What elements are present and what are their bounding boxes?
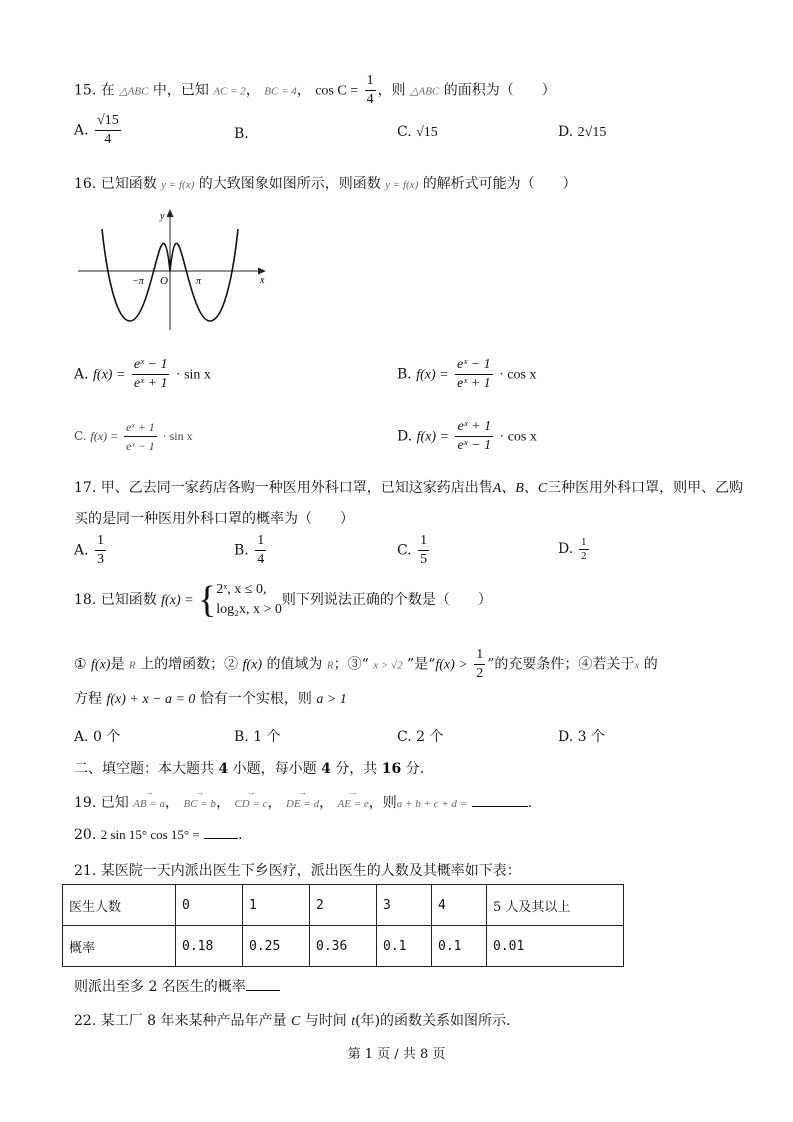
q17-text-1b: 三种医用外科口罩，则甲、乙购 — [547, 480, 744, 496]
q17-option-c[interactable] — [397, 532, 431, 569]
q18-statements-line-1 — [74, 646, 658, 683]
q15-option-a-den: 4 — [104, 132, 112, 147]
q18-s4-equation: f(x) + x − a = 0 — [106, 692, 196, 707]
table-cell: 医生人数 — [63, 885, 176, 926]
q18-s4-line2b: 恰有一个实根，则 — [199, 691, 312, 707]
q17-option-d-label: D. — [558, 541, 574, 557]
table-row — [63, 926, 624, 967]
q22-stem — [74, 1010, 511, 1030]
q18-s2-text: 的值域为 — [266, 656, 323, 673]
q17-option-c-label: C. — [397, 542, 412, 559]
q17-option-c-den: 5 — [420, 552, 428, 567]
q16-option-b-num: eˣ − 1 — [455, 356, 493, 375]
q20-expression: 2 sin 15° cos 15° = — [100, 827, 200, 842]
table-cell: 0 — [176, 885, 243, 926]
q21-text: 某医院一天内派出医生下乡医疗，派出医生的人数及其概率如下表： — [100, 863, 521, 879]
q17-option-b[interactable] — [234, 532, 268, 569]
q17-option-c-num: 1 — [418, 532, 429, 551]
q17-stem-line-2 — [74, 508, 354, 528]
q16-option-b-den: eˣ + 1 — [457, 376, 491, 391]
q15-bc: BC = 4 — [264, 85, 297, 98]
section-2-heading — [74, 758, 424, 778]
y-axis-arrow-icon — [167, 209, 174, 217]
q17-option-b-label: B. — [234, 542, 249, 559]
q18-s4-line2a: 方程 — [74, 691, 102, 707]
q18-s2-r: R — [326, 659, 334, 672]
q16-number: 16. — [74, 176, 97, 192]
q18-s3-den: 2 — [476, 666, 484, 681]
q15-option-c-value: √15 — [416, 125, 438, 140]
q16-option-b-tail: · cos x — [499, 367, 537, 383]
q16-option-a-num: eˣ − 1 — [132, 356, 170, 375]
table-cell: 0.1 — [432, 926, 487, 967]
q22-text-c: (年)的函数关系如图所示. — [355, 1013, 511, 1029]
x-axis-arrow-icon — [258, 268, 266, 275]
q15-number: 15. — [74, 82, 97, 99]
table-cell: 5 人及其以上 — [487, 885, 624, 926]
q22-c: C — [290, 1014, 301, 1029]
q17-number: 17. — [74, 480, 97, 496]
q18-number: 18. — [74, 592, 97, 608]
q15-ac: AC = 2 — [213, 85, 246, 98]
q16-option-a-den: eˣ + 1 — [133, 376, 168, 391]
q16-option-d-fraction — [455, 418, 493, 455]
q16-func-2: y = f(x) — [385, 179, 419, 191]
q20-number: 20. — [74, 827, 97, 843]
table-cell: 0.01 — [487, 926, 624, 967]
q18-text-1: 已知函数 — [100, 592, 157, 608]
q17-option-a-fraction — [95, 532, 106, 569]
q17-option-a-label: A. — [74, 542, 89, 559]
q18-s3-num: 1 — [474, 646, 485, 665]
q22-text-a: 某工厂 8 年来某种产品年产量 — [100, 1013, 287, 1029]
q17-option-a-den: 3 — [97, 552, 105, 567]
q16-option-c-den: eˣ − 1 — [125, 439, 155, 453]
q17-option-d[interactable] — [558, 536, 591, 563]
q15-cos-den: 4 — [366, 92, 374, 107]
q18-brace: { — [198, 579, 217, 621]
q15-option-a-label: A. — [74, 122, 89, 139]
q19-expression: a + b + c + d = — [396, 798, 468, 810]
q15-option-d-value: 2√15 — [577, 125, 607, 140]
q16-option-a-fraction — [132, 356, 170, 393]
q17-option-d-fraction — [579, 536, 589, 563]
q18-option-b[interactable]: B. 1 个 — [234, 729, 281, 745]
q17-option-b-num: 1 — [255, 532, 266, 551]
table-cell: 1 — [243, 885, 310, 926]
q20-stem — [74, 827, 243, 843]
q18-piecewise — [216, 580, 282, 620]
q16-option-a-label: A. — [74, 366, 89, 383]
q18-option-a[interactable]: A. 0 个 — [74, 729, 121, 745]
q18-s3-text-2: ”的充要条件；④若关于 — [487, 656, 635, 673]
q22-number: 22. — [74, 1013, 97, 1029]
q21-number: 21. — [74, 863, 97, 879]
q16-option-d-num: eˣ + 1 — [455, 418, 493, 437]
q16-option-a-lhs: f(x) = — [93, 367, 126, 383]
section-2-text-b: 小题，每小题 — [232, 761, 317, 777]
q15-option-d[interactable] — [558, 124, 606, 141]
q20-answer-blank[interactable] — [204, 838, 238, 839]
q15-triangle: △ABC — [119, 85, 149, 98]
q17-option-c-fraction — [418, 532, 429, 569]
q16-option-b-lhs: f(x) = — [416, 367, 449, 383]
q19-number: 19. — [74, 795, 97, 811]
graph-y-label: y — [160, 211, 165, 222]
q16-text-2: 的大致图象如图所示，则函数 — [198, 176, 381, 192]
q18-stem — [74, 580, 492, 620]
q15-text-post: ，则 — [377, 82, 406, 99]
q16-option-c-tail: · sin x — [162, 429, 193, 443]
q15-option-a[interactable] — [74, 112, 123, 149]
table-cell: 0.36 — [310, 926, 377, 967]
graph-x-label: x — [260, 275, 265, 286]
q16-option-a[interactable] — [74, 356, 211, 393]
q16-option-d-tail: · cos x — [499, 429, 537, 445]
q16-option-d[interactable] — [397, 418, 537, 455]
q18-s1-f: f(x) — [91, 657, 111, 673]
q19-text: 已知 — [100, 795, 129, 811]
q15-stem: 15. 在 △ABC 中，已知 AC = 2， BC = 4， cos C = $\frac{1}{4}$ ，则 △ABC 的面积为（ ） — [74, 73, 556, 107]
q15-cos-lhs: cos C = — [315, 83, 359, 99]
section-2-points: 4 — [321, 761, 331, 777]
section-2-text-a: 二、填空题：本大题共 — [74, 761, 214, 777]
q18-s3-fraction — [474, 646, 485, 683]
q17-option-d-num: 1 — [581, 536, 587, 548]
q18-s4-text: 的 — [643, 656, 658, 673]
section-2-count: 4 — [218, 761, 229, 777]
q18-case-1: 2ˣ, x ≤ 0, — [216, 582, 267, 597]
q17-stem-line-1 — [74, 477, 743, 497]
q18-case-2: log₂x, x > 0 — [216, 602, 282, 617]
q16-option-c-num: eˣ + 1 — [124, 418, 157, 437]
q16-func: y = f(x) — [161, 179, 195, 191]
table-cell: 0.1 — [377, 926, 432, 967]
q16-text-3: 的解析式可能为（ ） — [422, 176, 577, 192]
q21-question — [74, 976, 280, 996]
q16-option-b[interactable] — [397, 356, 536, 393]
q15-option-b[interactable] — [234, 126, 249, 142]
q15-option-c[interactable] — [397, 124, 438, 141]
q16-text-1: 已知函数 — [100, 176, 157, 192]
q16-option-a-tail: · sin x — [175, 367, 211, 383]
q18-statements-line-2 — [74, 688, 347, 708]
q18-s4-x: x — [634, 659, 640, 672]
q18-s1-circle: ① — [74, 656, 87, 673]
q17-abc: A、B、C — [492, 481, 548, 496]
q15-option-b-label: B. — [234, 126, 249, 142]
q19-vector-5: → AE = e — [338, 798, 369, 810]
q16-function-graph — [78, 205, 274, 330]
q16-option-c[interactable] — [74, 418, 193, 455]
q17-text-2: 买的是同一种医用外科口罩的概率为（ ） — [74, 511, 354, 527]
q16-option-c-lhs: f(x) = — [90, 429, 119, 443]
q17-option-a-num: 1 — [95, 532, 106, 551]
q16-option-d-lhs: f(x) = — [416, 429, 450, 445]
q16-option-b-label: B. — [397, 366, 412, 383]
graph-origin-label: O — [160, 275, 168, 287]
q18-func: f(x) = — [161, 593, 194, 608]
q16-option-d-den: eˣ − 1 — [457, 438, 492, 453]
q18-s1-text-2: 上的增函数；② — [140, 656, 239, 673]
table-cell: 2 — [310, 885, 377, 926]
q22-t: t — [351, 1014, 356, 1029]
q15-text-mid: 中，已知 — [152, 82, 209, 99]
q19-end: . — [527, 795, 533, 811]
q19-stem: 19. 已知 → AB = a， → BC = b， → CD = c， → DE = d， → AE = e，则a + b + c + d = . — [74, 792, 532, 812]
q18-s4-result: a > 1 — [316, 692, 347, 707]
q15-cos-fraction — [365, 72, 376, 109]
section-2-total: 16 — [381, 761, 402, 777]
q19-vector-1: → AB = a — [133, 798, 165, 810]
q15-option-a-fraction — [95, 112, 121, 149]
page-number: 第 1 页 / 共 8 页 — [347, 1047, 446, 1062]
q18-s2-text-2: ；③“ — [333, 656, 369, 673]
q16-stem — [74, 173, 577, 193]
q17-option-b-den: 4 — [257, 552, 265, 567]
section-2-text-d: 分. — [405, 761, 425, 777]
graph-neg-pi-label: −π — [132, 276, 144, 287]
q18-text-2: 则下列说法正确的个数是（ ） — [281, 592, 492, 608]
q17-option-a[interactable] — [74, 532, 108, 569]
q15-option-c-label: C. — [397, 124, 412, 140]
q18-s1-r: R — [128, 659, 136, 672]
table-cell: 4 — [432, 885, 487, 926]
graph-pi-label: π — [196, 276, 202, 287]
q15-triangle-2: △ABC — [410, 85, 440, 98]
q22-text-b: 与时间 — [304, 1013, 347, 1029]
q15-option-a-num: √15 — [95, 112, 121, 131]
table-cell: 3 — [377, 885, 432, 926]
page-footer — [0, 1043, 793, 1062]
q17-option-d-den: 2 — [581, 550, 587, 562]
table-row — [63, 885, 624, 926]
q18-s3-f: f(x) > — [435, 657, 468, 673]
q21-after-text: 则派出至多 2 名医生的概率 — [74, 979, 246, 995]
q18-s3-condition: x > √2 — [373, 659, 403, 672]
table-cell: 概率 — [63, 926, 176, 967]
q18-option-c[interactable]: C. 2 个 — [397, 729, 444, 745]
table-cell: 0.25 — [243, 926, 310, 967]
q21-probability-table — [62, 884, 624, 967]
q16-option-d-label: D. — [397, 428, 413, 445]
q17-option-b-fraction — [255, 532, 266, 569]
q17-text-1a: 甲、乙去同一家药店各购一种医用外科口罩，已知这家药店出售 — [100, 480, 493, 496]
q18-s2-f: f(x) — [242, 657, 262, 673]
q16-option-b-fraction — [455, 356, 493, 393]
q18-s1-text: 是 — [110, 656, 125, 673]
q16-option-c-label: C. — [74, 429, 87, 443]
q19-vector-3: → CD = c — [234, 798, 267, 810]
q19-answer-blank[interactable] — [472, 806, 528, 807]
section-2-text-c: 分，共 — [335, 761, 378, 777]
q15-option-d-label: D. — [558, 124, 574, 140]
q19-vector-4: → DE = d — [286, 798, 319, 810]
q19-text-2: 则 — [382, 795, 397, 811]
q15-text-end: 的面积为（ ） — [443, 82, 556, 99]
q21-stem — [74, 860, 521, 880]
q21-answer-blank[interactable] — [246, 990, 280, 991]
q15-text-pre: 在 — [100, 82, 115, 99]
q15-cos-num: 1 — [365, 72, 376, 91]
q18-option-d[interactable]: D. 3 个 — [558, 729, 605, 745]
table-cell: 0.18 — [176, 926, 243, 967]
q18-s3-text: ”是“ — [407, 656, 436, 673]
q20-end: . — [238, 827, 243, 843]
q19-vector-2: → BC = b — [184, 798, 216, 810]
q16-option-c-fraction — [124, 418, 157, 455]
